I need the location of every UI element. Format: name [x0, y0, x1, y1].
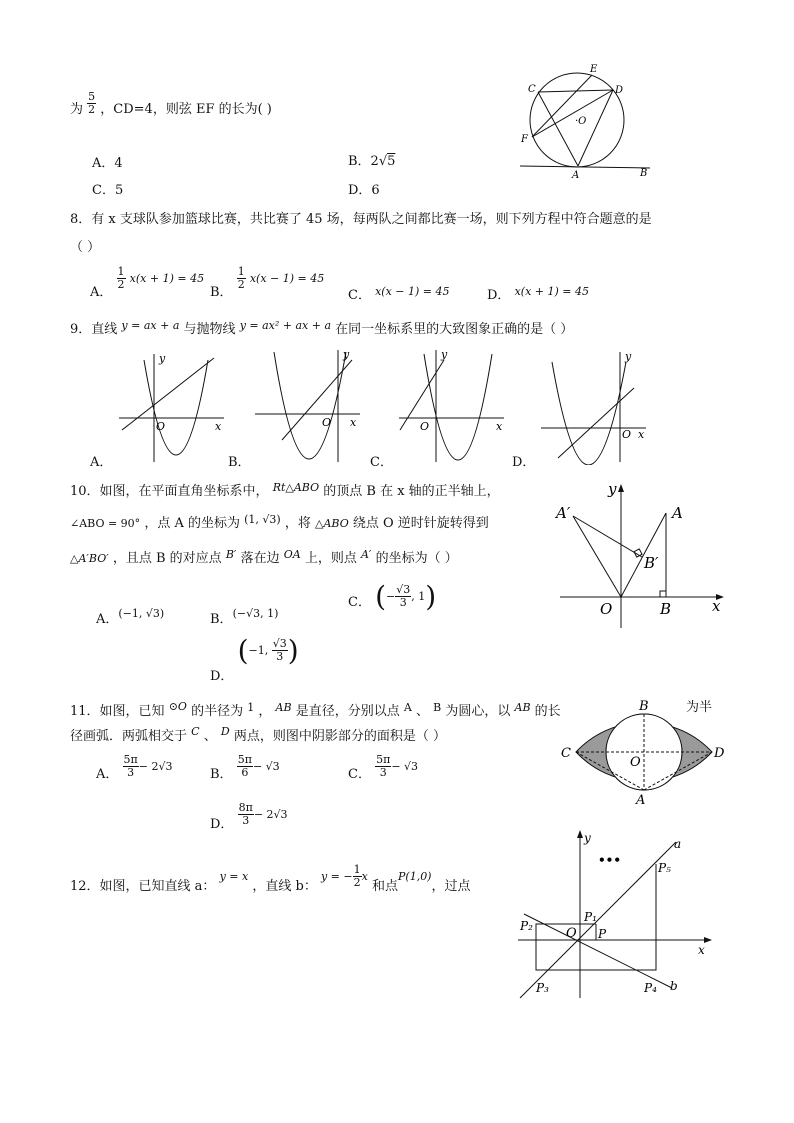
q10-coord-a: (1, √3): [244, 513, 281, 526]
q9-b-label-y: y: [343, 348, 350, 361]
q11-sep: 、: [415, 704, 429, 719]
q11-line2-b: 两点，则图中阴影部分的面积是（ ）: [233, 729, 446, 744]
q7-option-d: D．6: [348, 183, 380, 198]
q10-label-y: y: [608, 480, 617, 498]
q10-label-o: O: [600, 600, 613, 618]
q9-b-label-x: x: [350, 416, 357, 429]
q10-option-c-post: , 1: [411, 590, 426, 603]
q8-option-b: [210, 265, 325, 301]
q10-seg-a-prime-b-prime: [573, 516, 642, 557]
q9-d-parabola: [552, 362, 626, 465]
q9-a-label-o: O: [156, 420, 166, 433]
q10-option-d-pre: −1,: [248, 644, 272, 657]
q11-option-c-frac: [375, 754, 391, 779]
q11-label-d: D: [714, 746, 725, 761]
q11-sep2: 、: [203, 729, 217, 744]
q10-option-b-letter: B．: [210, 612, 233, 627]
q10-angle: ∠ABO = 90°: [70, 517, 141, 530]
q7-label-b: B: [640, 168, 648, 179]
q7-fraction: [87, 91, 96, 116]
q11-option-a: [96, 753, 173, 783]
q12-label-dots: •••: [598, 853, 622, 867]
q7-stem: [70, 89, 272, 117]
q7-chord-da: [578, 90, 613, 166]
q7-option-c: C．5: [92, 183, 124, 198]
q12-x-arrow: [704, 937, 712, 943]
q9-suffix: 在同一坐标系里的大致图象正确的是（ ）: [335, 322, 574, 337]
q11-line1-b: 的半径为: [191, 704, 244, 719]
q9-graph-b: [252, 346, 364, 465]
q9-b-parabola: [274, 352, 346, 459]
q10-line3-e: 的坐标为（ ）: [375, 551, 458, 566]
q12-label-p3: P₃: [536, 981, 549, 995]
q12-label-y: y: [584, 831, 591, 845]
q11-option-c-tail: − √3: [391, 760, 419, 774]
q9-prefix: 9．直线: [70, 322, 118, 337]
q10-option-b: [210, 602, 279, 627]
q12-label-x: x: [698, 943, 705, 957]
q11-option-b-num: 5π: [237, 753, 252, 766]
q11-option-b: [210, 753, 280, 783]
q10-line1: [70, 480, 500, 499]
q10-option-c-rparen: ): [425, 580, 437, 613]
q12-text-c: 和点: [371, 879, 398, 895]
q12-stem: [70, 863, 471, 895]
q8-paren: （ ）: [70, 240, 101, 255]
q10-option-d-rparen: ): [287, 634, 299, 667]
q9-option-d: D．: [512, 455, 536, 470]
q11-option-d-tail: − 2√3: [253, 808, 288, 822]
q10-line3: [70, 547, 458, 566]
q10-option-c-num: √3: [396, 582, 411, 596]
q10-option-b-value: (−√3, 1): [232, 607, 279, 620]
q10-option-c-lparen: (: [375, 580, 387, 613]
q8-option-d-expr: x(x + 1) = 45: [514, 285, 589, 298]
q11-option-b-tail: − √3: [252, 760, 280, 774]
q10-line2-c: ，将: [284, 516, 311, 531]
q7-label-c: C: [528, 84, 536, 95]
q12-label-a: a: [674, 837, 682, 851]
q12-label-p2: P₂: [520, 919, 533, 933]
q11-option-a-tail: − 2√3: [138, 760, 173, 774]
q8-option-b-num: 1: [237, 265, 245, 278]
q10-option-d-lparen: (: [237, 634, 249, 667]
q7-frac-num: 5: [88, 89, 96, 103]
q11-option-c-den: 3: [379, 766, 387, 780]
q11-label-a: A: [636, 793, 646, 808]
q11-line1-f: 的长: [534, 704, 561, 719]
q12-point-p: P(1,0): [398, 870, 432, 884]
q10-option-d-num: √3: [272, 636, 287, 650]
q11-option-c: [348, 753, 419, 783]
q8-option-b-frac: [237, 266, 246, 291]
q10-option-c-pre: −: [386, 590, 396, 603]
q12-label-b: b: [670, 979, 678, 993]
q10-y-arrow: [618, 484, 624, 492]
q9-line-eq: y = ax + a: [121, 319, 180, 332]
q10-option-d-frac: [272, 638, 288, 663]
q10-line3-b: ，且点 B 的对应点: [112, 551, 222, 566]
q9-a-label-x: x: [215, 420, 222, 433]
q12-label-p1: P₁: [584, 910, 597, 924]
q11-label-o: O: [630, 755, 641, 770]
q7-lead: 为: [70, 102, 84, 117]
q7-option-b-radicand: 5: [387, 154, 396, 169]
q11-option-a-num: 5π: [123, 753, 138, 766]
q12-eq-b-den: 2: [353, 876, 361, 890]
q11-option-a-frac: [123, 754, 139, 779]
q10-triangle-abo: △ABO: [315, 517, 349, 530]
q12-label-p5: P₅: [658, 861, 671, 875]
q11-label-b: B: [639, 699, 649, 714]
q11-option-d: [210, 801, 288, 833]
q11-option-a-letter: A．: [96, 767, 119, 783]
q9-option-c: C．: [370, 455, 393, 470]
q10-option-d-den: 3: [276, 650, 284, 663]
q10-line1-a: 10．如图，在平面直角坐标系中，: [70, 484, 269, 499]
q11-option-c-letter: C．: [348, 767, 371, 783]
q12-line-b: [524, 914, 672, 988]
q7-frac-den: 2: [88, 103, 96, 116]
q11-label-c: C: [561, 746, 571, 761]
q7-chord-ca: [538, 92, 578, 166]
q11-option-d-letter: D．: [210, 817, 234, 833]
q12-eq-b-num: 1: [353, 863, 361, 876]
q9-a-label-y: y: [159, 352, 166, 365]
q8-option-a: [90, 265, 205, 301]
q10-label-b: B: [660, 600, 672, 618]
q11-point-a: A: [403, 701, 412, 714]
q9-mid: 与抛物线: [183, 322, 236, 337]
q11-option-d-den: 3: [242, 814, 250, 828]
q12-label-p: P: [598, 927, 607, 941]
q11-radius: 1: [247, 701, 255, 714]
q11-line1-a: 11．如图，已知: [70, 704, 165, 719]
q11-figure: [556, 696, 732, 808]
q10-option-a: [96, 602, 165, 627]
q12-eq-b-frac: [353, 864, 362, 889]
q7-option-b-root: √5: [378, 154, 396, 169]
q9-c-label-o: O: [420, 420, 430, 433]
q10-rt-triangle: Rt△ABO: [272, 481, 320, 494]
q7-figure: [515, 62, 655, 182]
q7-option-a: A．4: [92, 156, 123, 171]
q10-option-c-letter: C．: [348, 595, 371, 610]
q11-line2-a: 径画弧．两弧相交于: [70, 729, 188, 744]
q12-text-b: ，直线 b：: [252, 879, 317, 895]
q10-oa: OA: [283, 548, 301, 561]
q12-eq-b-post: x: [361, 870, 368, 884]
q11-ab: AB: [275, 701, 292, 714]
q8-option-c: [348, 280, 450, 303]
q9-d-line: [558, 388, 634, 458]
q8-stem: 8．有 x 支球队参加篮球比赛，共比赛了 45 场，每两队之间都比赛一场，则下列方程中符合题意的是: [70, 212, 652, 227]
q7-label-d: D: [615, 85, 624, 96]
q12-y-arrow: [577, 830, 583, 838]
q11-option-b-frac: [237, 754, 253, 779]
q8-option-a-num: 1: [117, 265, 125, 278]
q10-triangle-prime: △A′BO′: [70, 552, 109, 565]
q10-option-d: [210, 634, 299, 684]
q10-label-x: x: [712, 597, 721, 615]
q8-option-a-letter: A．: [90, 285, 113, 301]
q11-point-c: C: [191, 725, 200, 738]
q9-graph-a: [116, 350, 228, 465]
q7-option-b-text: B．2: [348, 154, 379, 169]
q9-c-label-y: y: [441, 348, 448, 361]
q7-label-o: ·O: [575, 116, 587, 127]
q10-line2-b: ，点 A 的坐标为: [144, 516, 240, 531]
q11-option-d-num: 8π: [238, 801, 253, 814]
q8-option-b-expr: x(x − 1) = 45: [249, 272, 325, 286]
q10-a-prime: A′: [360, 548, 372, 561]
q12-text-a: 12．如图，已知直线 a：: [70, 879, 216, 895]
q10-line2-d: 绕点 O 逆时针旋转得到: [352, 516, 489, 531]
q10-figure: [548, 478, 732, 633]
q11-option-d-frac: [238, 802, 254, 827]
q11-line1-d: 是直径，分别以点: [295, 704, 400, 719]
q7-chord-ef: [532, 75, 592, 137]
q10-right-angle-b: [660, 591, 666, 597]
q11-point-b: B: [433, 701, 442, 714]
q8-option-c-letter: C．: [348, 288, 371, 303]
q11-point-d: D: [220, 725, 230, 738]
q8-option-a-frac: [117, 266, 126, 291]
q7-option-b: [348, 150, 395, 169]
q10-option-c-frac: [395, 584, 411, 609]
q9-d-label-o: O: [622, 428, 632, 441]
q10-option-a-value: (−1, √3): [118, 607, 165, 620]
q9-parabola-eq: y = ax² + ax + a: [239, 319, 332, 332]
q10-line2: [70, 512, 489, 531]
q9-b-label-o: O: [322, 416, 332, 429]
q10-option-c: [348, 580, 436, 613]
q9-c-label-x: x: [496, 420, 503, 433]
q11-line1: [70, 700, 561, 719]
q10-line3-d: 上，则点: [304, 551, 357, 566]
q9-d-label-y: y: [625, 350, 632, 363]
q11-option-b-den: 6: [241, 766, 249, 780]
q9-option-b: B．: [228, 455, 251, 470]
q7-label-a: A: [572, 170, 580, 181]
q9-stem: [70, 318, 573, 337]
q12-label-p4: P₄: [644, 981, 657, 995]
q8-option-a-expr: x(x + 1) = 45: [129, 272, 205, 286]
q9-a-line: [122, 358, 214, 430]
q10-label-a-prime: A′: [556, 504, 571, 522]
q10-line3-c: 落在边: [240, 551, 280, 566]
q12-figure: [512, 830, 718, 1002]
q11-ab2: AB: [514, 701, 531, 714]
q9-d-label-x: x: [638, 428, 645, 441]
q10-option-c-den: 3: [399, 596, 407, 609]
q9-graph-c: [396, 346, 508, 465]
q8-option-d: [487, 280, 589, 303]
q7-label-f: F: [521, 134, 528, 145]
q10-option-a-letter: A．: [96, 612, 119, 627]
q11-line1-e: 为圆心，以: [445, 704, 511, 719]
q11-circle-o: ⊙O: [168, 700, 187, 713]
q7-text: ，CD=4，则弦 EF 的长为( ): [100, 102, 272, 117]
q7-chord-fd: [532, 90, 613, 137]
q9-b-line: [282, 360, 352, 440]
q8-option-b-den: 2: [237, 278, 245, 292]
q11-option-b-letter: B．: [210, 767, 233, 783]
q11-option-a-den: 3: [127, 766, 135, 780]
q10-seg-oa-prime: [573, 516, 621, 597]
q9-option-a: A．: [90, 455, 113, 470]
q7-label-e: E: [590, 64, 598, 75]
q10-b-prime: B′: [225, 548, 237, 561]
q11-half: 为半: [686, 700, 713, 715]
q12-eq-b-pre: y = −: [320, 870, 353, 884]
q12-text-d: ，过点: [431, 879, 471, 895]
q9-graph-d: [538, 348, 650, 465]
q11-line2: [70, 725, 446, 744]
q8-option-a-den: 2: [117, 278, 125, 292]
q11-option-c-num: 5π: [376, 753, 391, 766]
q9-c-parabola: [424, 354, 492, 460]
q10-label-a: A: [672, 504, 683, 522]
q8-option-d-letter: D．: [487, 288, 511, 303]
q11-line1-c: ，: [258, 704, 272, 719]
q8-option-c-expr: x(x − 1) = 45: [375, 285, 450, 298]
q10-label-b-prime: B′: [644, 554, 659, 572]
q12-label-o: O: [566, 926, 577, 941]
q12-eq-a: y = x: [219, 870, 249, 884]
q8-option-b-letter: B．: [210, 285, 233, 301]
q10-line1-b: 的顶点 B 在 x 轴的正半轴上，: [323, 484, 500, 499]
q10-option-d-letter: D．: [210, 669, 234, 684]
